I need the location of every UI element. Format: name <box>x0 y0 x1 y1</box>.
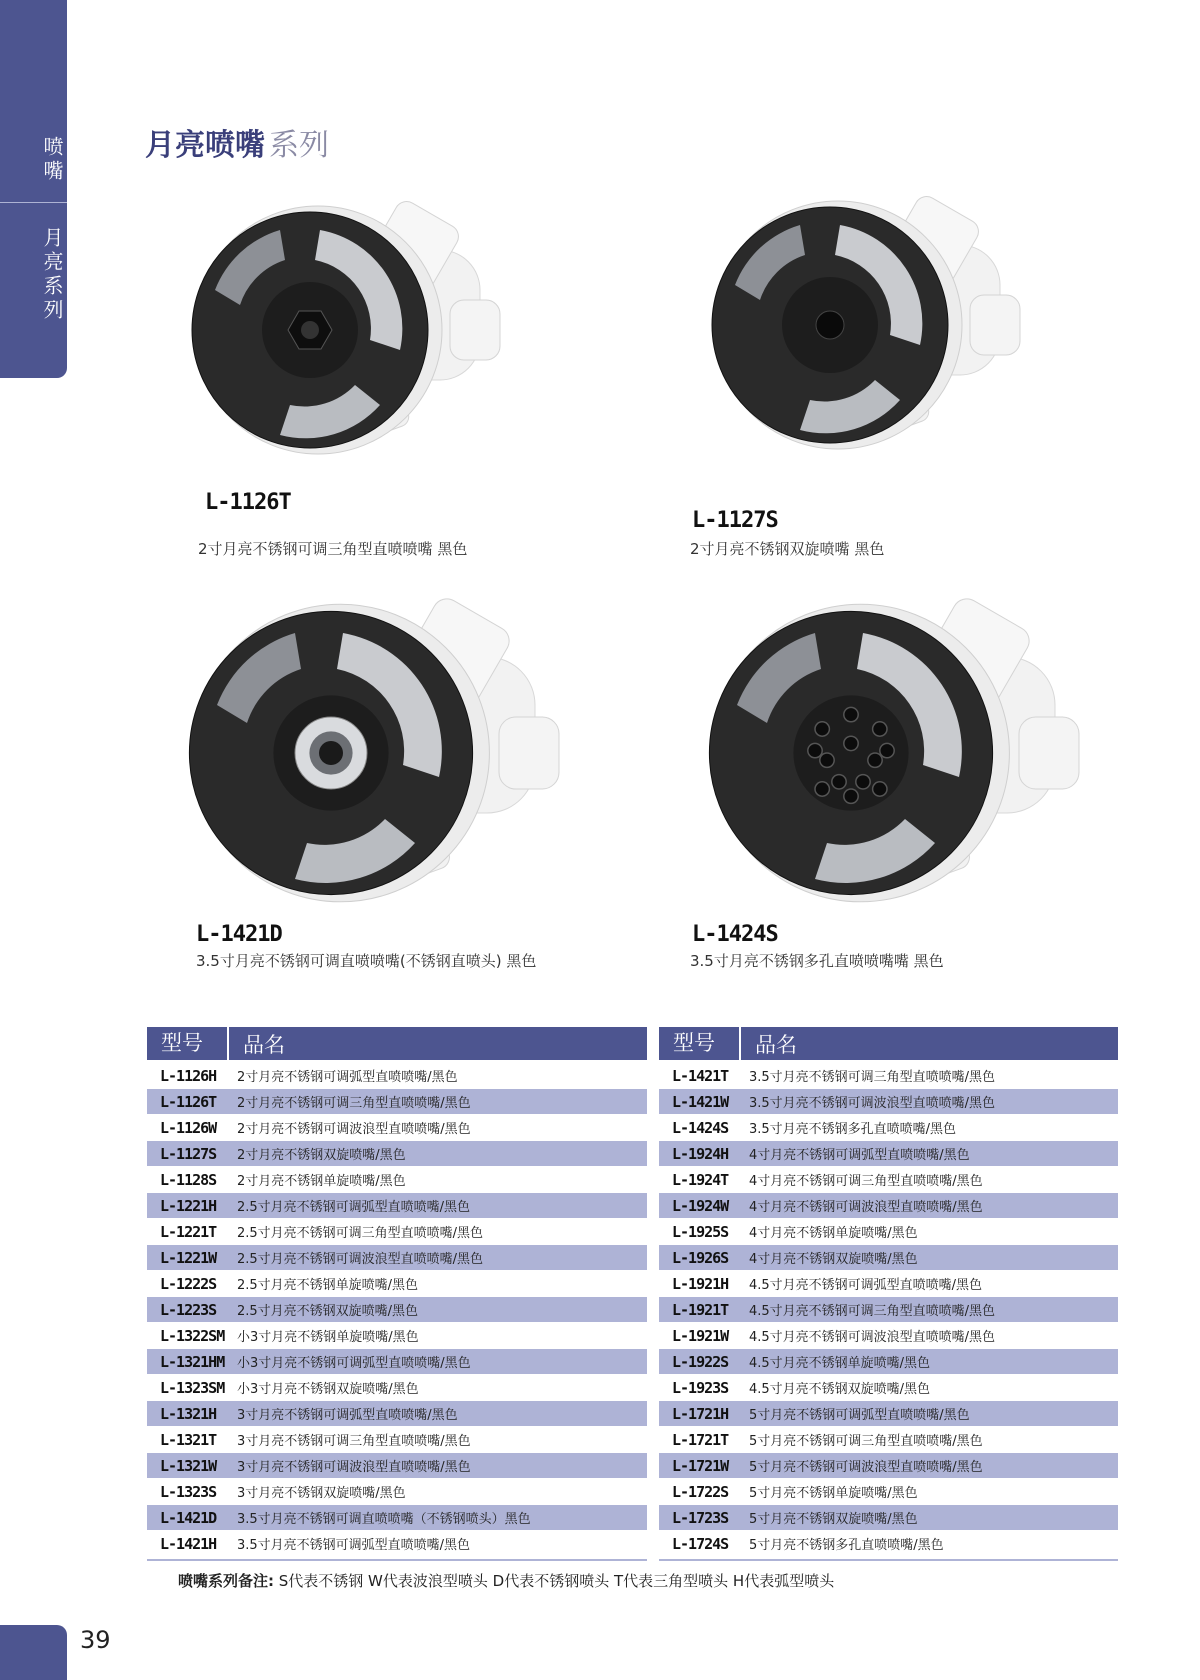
name-cell: 2寸月亮不锈钢单旋喷嘴/黑色 <box>237 1174 406 1189</box>
table-row <box>147 1063 647 1089</box>
name-cell: 3.5寸月亮不锈钢可调弧型直喷喷嘴/黑色 <box>237 1538 471 1553</box>
product-code: L-1424S <box>692 922 778 947</box>
model-cell: L-1126W <box>160 1118 217 1137</box>
table-header <box>147 1027 647 1060</box>
table-row <box>659 1505 1118 1531</box>
name-cell: 2寸月亮不锈钢可调三角型直喷喷嘴/黑色 <box>237 1096 471 1111</box>
name-cell: 2.5寸月亮不锈钢单旋喷嘴/黑色 <box>237 1278 419 1293</box>
name-cell: 2.5寸月亮不锈钢可调三角型直喷喷嘴/黑色 <box>237 1226 484 1241</box>
header-name: 品名 <box>243 1032 285 1057</box>
model-cell: L-1921H <box>672 1274 729 1293</box>
name-cell: 2.5寸月亮不锈钢双旋喷嘴/黑色 <box>237 1304 419 1319</box>
model-cell: L-1323SM <box>160 1378 225 1397</box>
note-text: S代表不锈钢 W代表波浪型喷头 D代表不锈钢喷头 T代表三角型喷头 H代表弧型喷头 <box>274 1572 835 1590</box>
table-row <box>147 1089 647 1115</box>
name-cell: 4寸月亮不锈钢单旋喷嘴/黑色 <box>749 1226 918 1241</box>
table-row <box>147 1167 647 1193</box>
table-row <box>659 1375 1118 1401</box>
name-cell: 4.5寸月亮不锈钢可调三角型直喷喷嘴/黑色 <box>749 1304 996 1319</box>
model-cell: L-1223S <box>160 1300 217 1319</box>
table-bottom-rule <box>147 1559 647 1561</box>
sidebar-series: 月亮系列 <box>40 227 64 323</box>
name-cell: 5寸月亮不锈钢可调波浪型直喷喷嘴/黑色 <box>749 1460 983 1475</box>
table-row <box>147 1193 647 1219</box>
model-cell: L-1723S <box>672 1508 729 1527</box>
model-cell: L-1321HM <box>160 1352 225 1371</box>
model-cell: L-1421H <box>160 1534 217 1553</box>
model-cell: L-1923S <box>672 1378 729 1397</box>
name-cell: 5寸月亮不锈钢双旋喷嘴/黑色 <box>749 1512 918 1527</box>
model-cell: L-1128S <box>160 1170 217 1189</box>
header-model: 型号 <box>147 1027 229 1060</box>
model-cell: L-1925S <box>672 1222 729 1241</box>
note-label: 喷嘴系列备注: <box>178 1572 274 1590</box>
table-row <box>147 1297 647 1323</box>
page-title-light: 系列 <box>269 128 329 163</box>
sidebar-divider <box>0 202 67 203</box>
name-cell: 小3寸月亮不锈钢双旋喷嘴/黑色 <box>237 1382 419 1397</box>
table-row <box>659 1245 1118 1271</box>
name-cell: 3寸月亮不锈钢双旋喷嘴/黑色 <box>237 1486 406 1501</box>
table-body <box>147 1063 647 1557</box>
model-table-left <box>147 1027 647 1561</box>
table-row <box>659 1063 1118 1089</box>
table-row <box>659 1089 1118 1115</box>
model-cell: L-1126T <box>160 1092 217 1111</box>
product-description: 2寸月亮不锈钢双旋喷嘴 黑色 <box>690 540 885 558</box>
model-cell: L-1921W <box>672 1326 729 1345</box>
name-cell: 2.5寸月亮不锈钢可调波浪型直喷喷嘴/黑色 <box>237 1252 484 1267</box>
sidebar-category: 喷嘴 <box>40 136 64 184</box>
header-name: 品名 <box>755 1032 797 1057</box>
name-cell: 3寸月亮不锈钢可调弧型直喷喷嘴/黑色 <box>237 1408 458 1423</box>
table-row <box>659 1427 1118 1453</box>
product-description: 3.5寸月亮不锈钢可调直喷喷嘴(不锈钢直喷头) 黑色 <box>196 952 537 970</box>
page-title <box>145 120 329 164</box>
model-cell: L-1724S <box>672 1534 729 1553</box>
table-row <box>659 1349 1118 1375</box>
table-row <box>147 1427 647 1453</box>
model-cell: L-1721T <box>672 1430 729 1449</box>
model-cell: L-1323S <box>160 1482 217 1501</box>
table-row <box>659 1401 1118 1427</box>
model-cell: L-1921T <box>672 1300 729 1319</box>
table-row <box>147 1323 647 1349</box>
page-title-bold: 月亮喷嘴 <box>145 128 265 163</box>
model-cell: L-1721W <box>672 1456 729 1475</box>
model-cell: L-1926S <box>672 1248 729 1267</box>
name-cell: 5寸月亮不锈钢单旋喷嘴/黑色 <box>749 1486 918 1501</box>
name-cell: 小3寸月亮不锈钢单旋喷嘴/黑色 <box>237 1330 419 1345</box>
name-cell: 4寸月亮不锈钢可调三角型直喷喷嘴/黑色 <box>749 1174 983 1189</box>
table-row <box>147 1271 647 1297</box>
name-cell: 2寸月亮不锈钢可调波浪型直喷喷嘴/黑色 <box>237 1122 471 1137</box>
model-cell: L-1221T <box>160 1222 217 1241</box>
table-row <box>659 1141 1118 1167</box>
name-cell: 2寸月亮不锈钢可调弧型直喷喷嘴/黑色 <box>237 1070 458 1085</box>
table-row <box>147 1479 647 1505</box>
model-cell: L-1322SM <box>160 1326 225 1345</box>
table-row <box>147 1401 647 1427</box>
name-cell: 4.5寸月亮不锈钢可调弧型直喷喷嘴/黑色 <box>749 1278 983 1293</box>
model-cell: L-1924H <box>672 1144 729 1163</box>
table-row <box>147 1141 647 1167</box>
model-cell: L-1126H <box>160 1066 217 1085</box>
name-cell: 3寸月亮不锈钢可调三角型直喷喷嘴/黑色 <box>237 1434 471 1449</box>
table-row <box>147 1245 647 1271</box>
name-cell: 4.5寸月亮不锈钢单旋喷嘴/黑色 <box>749 1356 931 1371</box>
table-row <box>147 1453 647 1479</box>
model-cell: L-1221H <box>160 1196 217 1215</box>
table-row <box>147 1531 647 1557</box>
table-header <box>659 1027 1118 1060</box>
product-code: L-1127S <box>692 508 778 533</box>
model-cell: L-1722S <box>672 1482 729 1501</box>
model-cell: L-1222S <box>160 1274 217 1293</box>
name-cell: 5寸月亮不锈钢多孔直喷喷嘴/黑色 <box>749 1538 944 1553</box>
table-row <box>659 1531 1118 1557</box>
name-cell: 2.5寸月亮不锈钢可调弧型直喷喷嘴/黑色 <box>237 1200 471 1215</box>
name-cell: 3.5寸月亮不锈钢可调波浪型直喷喷嘴/黑色 <box>749 1096 996 1111</box>
page-tab <box>0 1625 67 1680</box>
name-cell: 5寸月亮不锈钢可调弧型直喷喷嘴/黑色 <box>749 1408 970 1423</box>
model-cell: L-1924T <box>672 1170 729 1189</box>
name-cell: 4.5寸月亮不锈钢可调波浪型直喷喷嘴/黑色 <box>749 1330 996 1345</box>
table-row <box>659 1115 1118 1141</box>
model-cell: L-1424S <box>672 1118 729 1137</box>
model-cell: L-1922S <box>672 1352 729 1371</box>
product-image-l1424s <box>695 585 1115 915</box>
table-row <box>659 1297 1118 1323</box>
name-cell: 5寸月亮不锈钢可调三角型直喷喷嘴/黑色 <box>749 1434 983 1449</box>
table-bottom-rule <box>659 1559 1118 1561</box>
model-cell: L-1421W <box>672 1092 729 1111</box>
table-row <box>147 1505 647 1531</box>
product-image-l1127s <box>700 185 1040 475</box>
model-cell: L-1924W <box>672 1196 729 1215</box>
model-cell: L-1421D <box>160 1508 217 1527</box>
name-cell: 3寸月亮不锈钢可调波浪型直喷喷嘴/黑色 <box>237 1460 471 1475</box>
model-cell: L-1321W <box>160 1456 217 1475</box>
series-note <box>178 1570 834 1591</box>
name-cell: 3.5寸月亮不锈钢可调三角型直喷喷嘴/黑色 <box>749 1070 996 1085</box>
name-cell: 2寸月亮不锈钢双旋喷嘴/黑色 <box>237 1148 406 1163</box>
table-body <box>659 1063 1118 1557</box>
name-cell: 4寸月亮不锈钢可调弧型直喷喷嘴/黑色 <box>749 1148 970 1163</box>
table-row <box>659 1271 1118 1297</box>
table-row <box>147 1349 647 1375</box>
table-row <box>659 1479 1118 1505</box>
model-cell: L-1221W <box>160 1248 217 1267</box>
name-cell: 4寸月亮不锈钢双旋喷嘴/黑色 <box>749 1252 918 1267</box>
page-number: 39 <box>80 1626 111 1654</box>
table-row <box>659 1219 1118 1245</box>
table-row <box>659 1453 1118 1479</box>
name-cell: 4寸月亮不锈钢可调波浪型直喷喷嘴/黑色 <box>749 1200 983 1215</box>
table-row <box>659 1167 1118 1193</box>
header-model: 型号 <box>659 1027 741 1060</box>
name-cell: 小3寸月亮不锈钢可调弧型直喷喷嘴/黑色 <box>237 1356 471 1371</box>
model-cell: L-1321H <box>160 1404 217 1423</box>
product-image-l1126t <box>180 190 520 480</box>
product-description: 3.5寸月亮不锈钢多孔直喷喷嘴嘴 黑色 <box>690 952 944 970</box>
model-cell: L-1721H <box>672 1404 729 1423</box>
table-row <box>147 1115 647 1141</box>
product-code: L-1126T <box>205 490 291 515</box>
name-cell: 3.5寸月亮不锈钢多孔直喷喷嘴/黑色 <box>749 1122 957 1137</box>
name-cell: 3.5寸月亮不锈钢可调直喷喷嘴（不锈钢喷头）黑色 <box>237 1512 531 1527</box>
product-code: L-1421D <box>196 922 282 947</box>
model-table-right <box>659 1027 1118 1561</box>
product-image-l1421d <box>175 585 595 915</box>
table-row <box>659 1193 1118 1219</box>
table-row <box>147 1375 647 1401</box>
model-cell: L-1321T <box>160 1430 217 1449</box>
model-cell: L-1421T <box>672 1066 729 1085</box>
name-cell: 4.5寸月亮不锈钢双旋喷嘴/黑色 <box>749 1382 931 1397</box>
table-row <box>659 1323 1118 1349</box>
product-description: 2寸月亮不锈钢可调三角型直喷喷嘴 黑色 <box>198 540 468 558</box>
table-row <box>147 1219 647 1245</box>
model-cell: L-1127S <box>160 1144 217 1163</box>
